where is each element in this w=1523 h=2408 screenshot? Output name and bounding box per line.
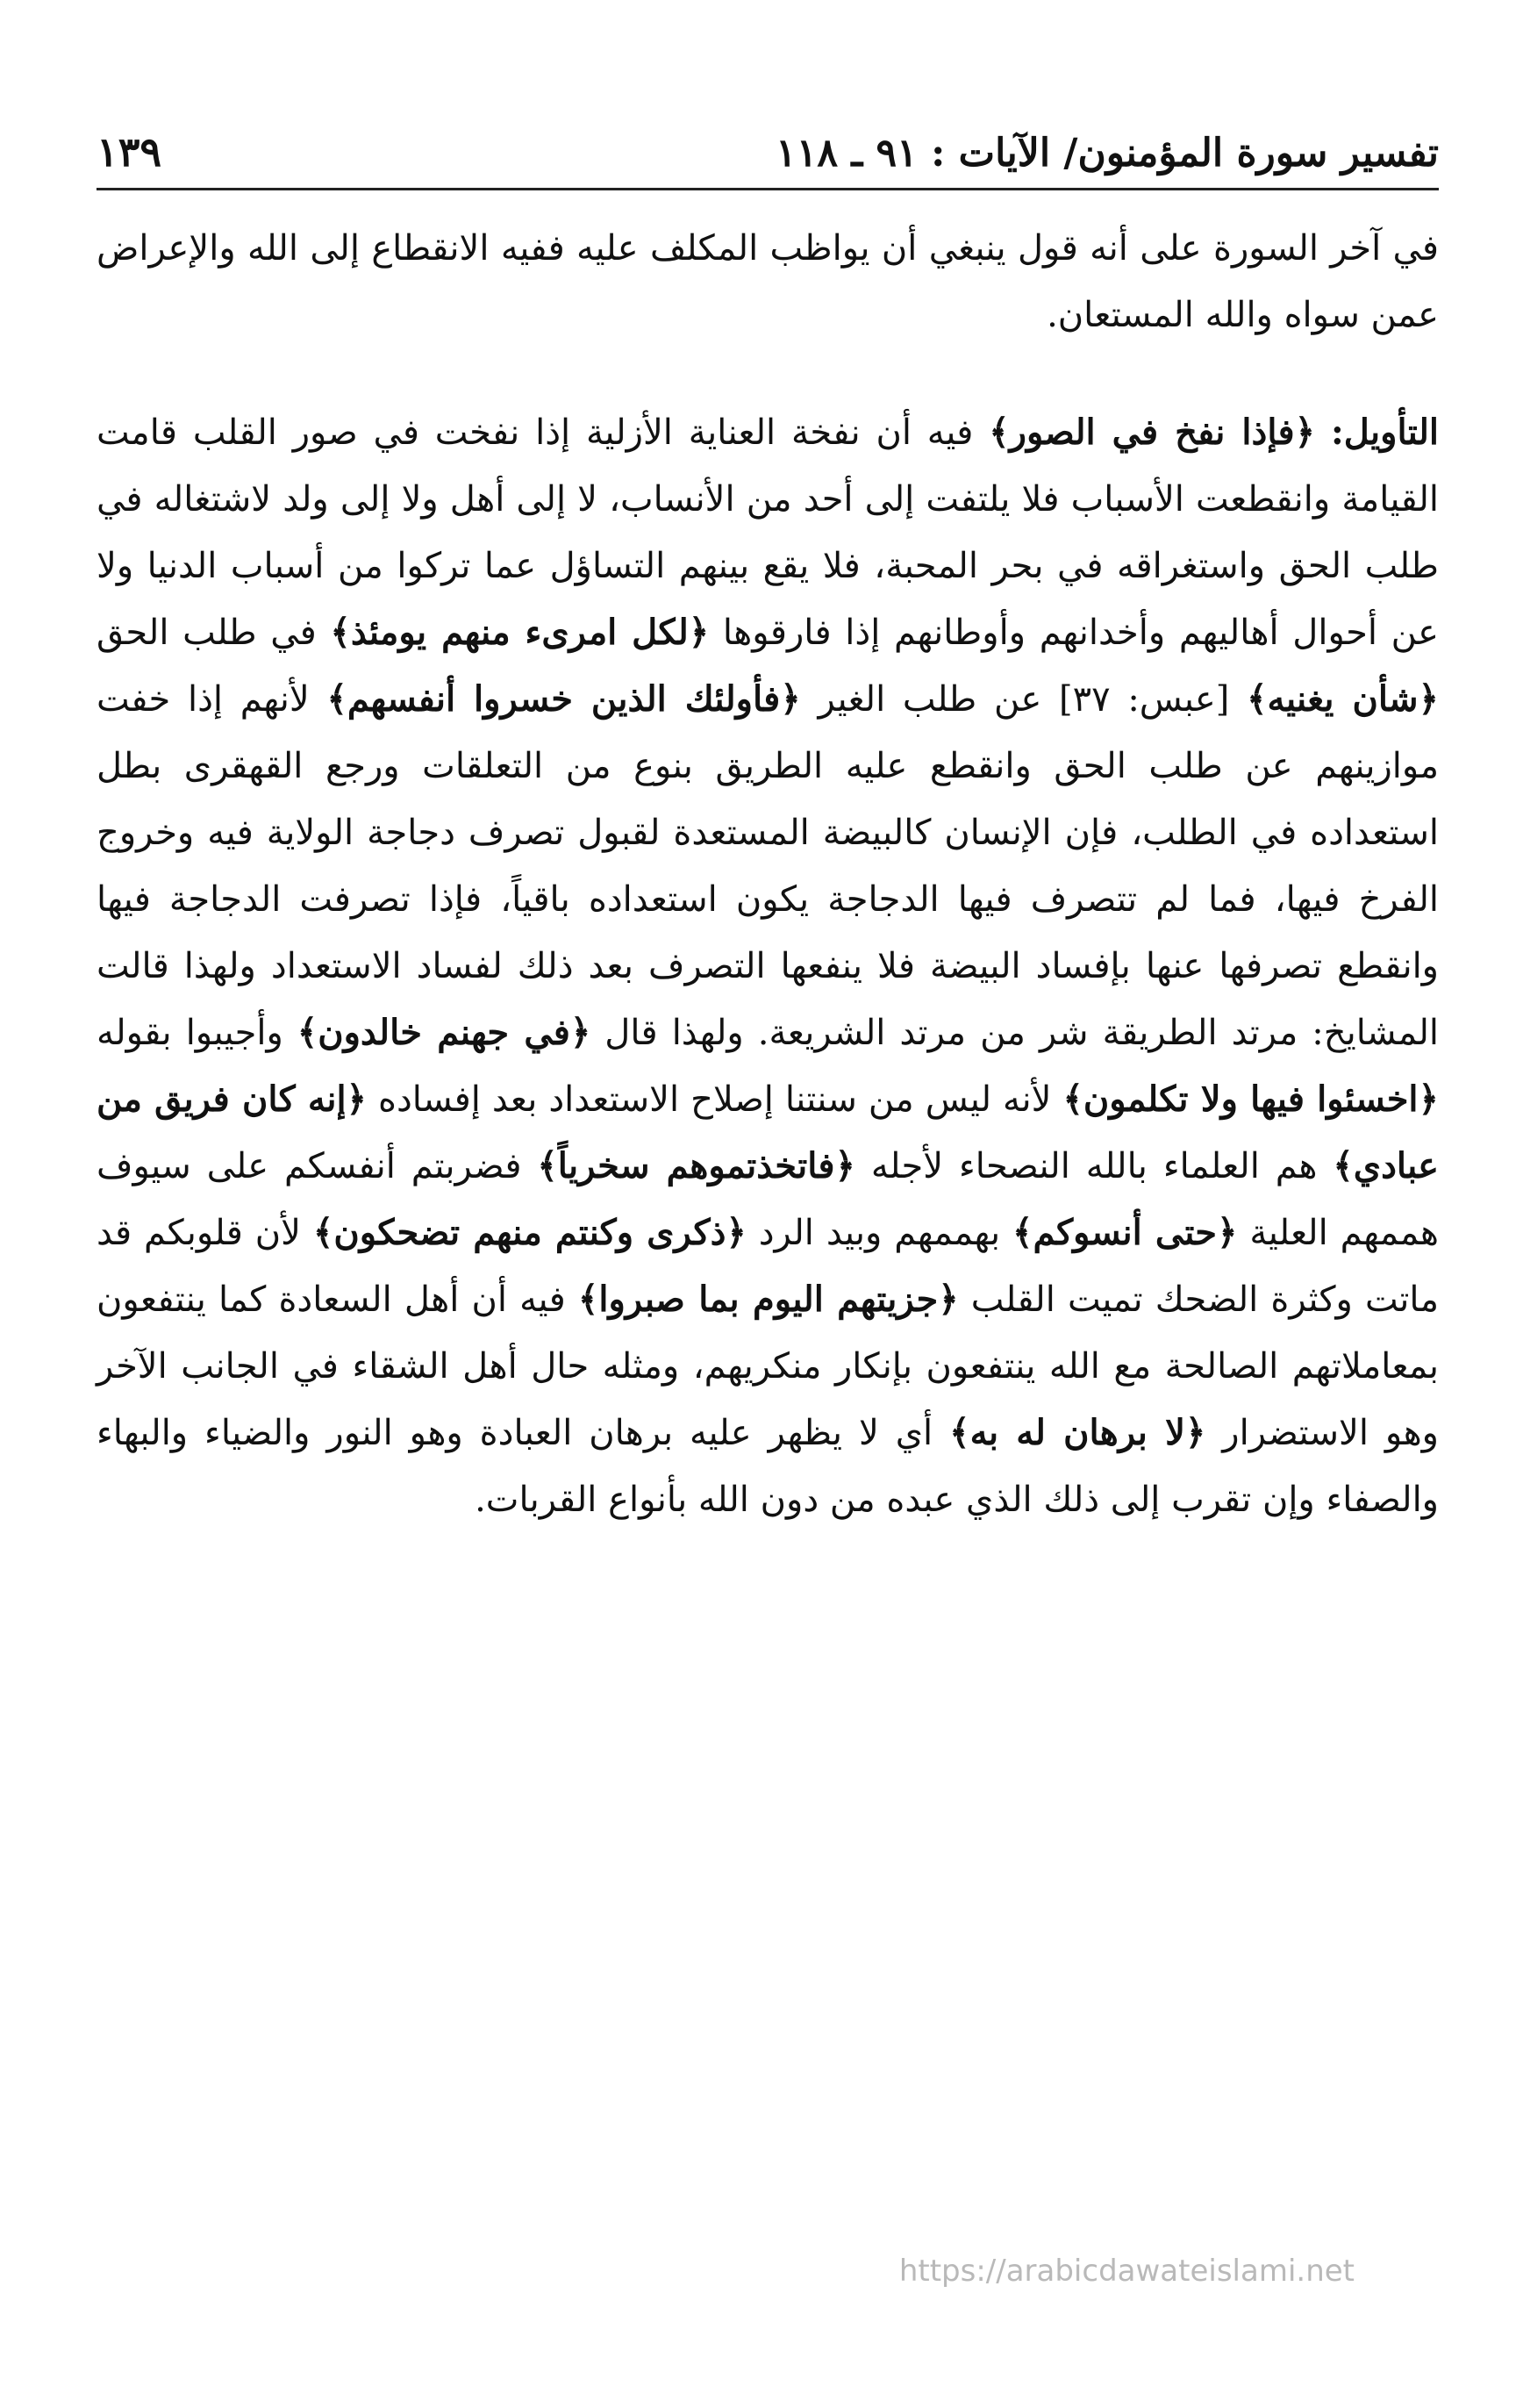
commentary-text: فضربتم أنفسكم على سيوف هممهم العلية — [97, 1146, 1440, 1253]
commentary-text: أي لا يظهر عليه برهان العبادة وهو النور والضياء والبهاء والصفاء وإن تقرب إلى ذلك الذي عبده من دون الله بأنواع القربات. — [97, 1413, 1439, 1520]
commentary-text: في طلب الحق — [97, 613, 331, 653]
commentary-text: بهممهم وبيد الرد — [746, 1213, 1013, 1253]
tawil-label: التأويل: — [1330, 412, 1440, 453]
paragraph-1: في آخر السورة على أنه قول ينبغي أن يواظب المكلف عليه ففيه الانقطاع إلى الله والإعراض عمن سواه والله المستعان. — [97, 228, 1439, 335]
quran-quote: ﴿حتى أنسوكم﴾ — [1012, 1212, 1238, 1253]
quran-quote: ﴿شأن يغنيه﴾ — [1247, 678, 1439, 720]
commentary-text: لأن قلوبكم قد ماتت وكثرة الضحك تميت القلب — [97, 1213, 1439, 1320]
quran-quote: ﴿لكل امرىء منهم يومئذ﴾ — [330, 612, 710, 653]
commentary-text: لأنه ليس من سنتنا إصلاح الاستعداد بعد إفساده — [367, 1079, 1063, 1120]
quran-quote: ﴿جزيتهم اليوم بما صبروا﴾ — [577, 1279, 959, 1320]
commentary-text: لأنهم إذا خفت موازينهم عن طلب الحق وانقطع عليه الطريق بنوع من التعلقات ورجع القهقرى بطل استعداده في الطلب، فإن الإنسان كالبيضة المستعدة لقبول تصرف دجاجة الولاية فيه وخروج الفرخ فيها، فما لم تتصرف فيها الدجاجة يكون استعداده باقياً، فإذا تصرفت الدجاجة فيها وانقطع تصرفها عنها بإفساد البيضة فلا ينفعها التصرف بعد ذلك لفساد الاستعداد ولهذا قالت المشايخ: مرتد الطريقة شر من مرتد الشريعة. ولهذا قال — [97, 679, 1440, 1053]
quran-quote: ﴿في جهنم خالدون﴾ — [297, 1012, 591, 1053]
header-title: تفسير سورة المؤمنون/ الآيات : ٩١ ـ ١١٨ — [776, 131, 1439, 176]
body-text — [97, 215, 1439, 1533]
watermark-url: https://arabicdawateislami.net — [898, 2254, 1355, 2289]
commentary-text: وأجيبوا بقوله — [97, 1013, 297, 1053]
paragraph-2 — [97, 399, 1439, 1533]
quran-quote: ﴿ذكرى وكنتم منهم تضحكون﴾ — [312, 1212, 747, 1253]
quran-quote: ﴿فإذا نفخ في الصور﴾ — [989, 412, 1316, 453]
commentary-text: فيه أن أهل السعادة كما ينتفعون بمعاملاتهم الصالحة مع الله ينتفعون بإنكار منكريهم، ومثله حال أهل الشقاء في الجانب الآخر وهو الاستضرار — [97, 1279, 1440, 1453]
quran-quote: ﴿فأولئك الذين خسروا أنفسهم﴾ — [326, 678, 801, 720]
commentary-text: هم العلماء بالله النصحاء لأجله — [854, 1146, 1334, 1186]
commentary-text: فيه أن نفخة العناية الأزلية إذا نفخت في صور القلب قامت القيامة وانقطعت الأسباب فلا يلتفت إلى أحد من الأنساب، لا إلى أهل ولا إلى ولد لاشتغاله في طلب الحق واستغراقه في بحر المحبة، فلا يقع بينهم التساؤل عما تركوا من أسباب الدنيا ولا عن أحوال أهاليهم وأخدانهم وأوطانهم إذا فارقوها — [97, 412, 1440, 653]
running-header — [97, 123, 1439, 184]
header-rule — [97, 188, 1439, 190]
commentary-text: [عبس: ٣٧] عن طلب الغير — [800, 679, 1248, 720]
quran-quote: ﴿اخسئوا فيها ولا تكلمون﴾ — [1062, 1079, 1439, 1120]
page-number: ١٣٩ — [97, 128, 162, 176]
quran-quote: ﴿إنه كان فريق من عبادي﴾ — [97, 1079, 1440, 1186]
quran-quote: ﴿فاتخذتموهم سخرياً﴾ — [537, 1145, 855, 1186]
quran-quote: ﴿لا برهان له به﴾ — [949, 1412, 1206, 1453]
